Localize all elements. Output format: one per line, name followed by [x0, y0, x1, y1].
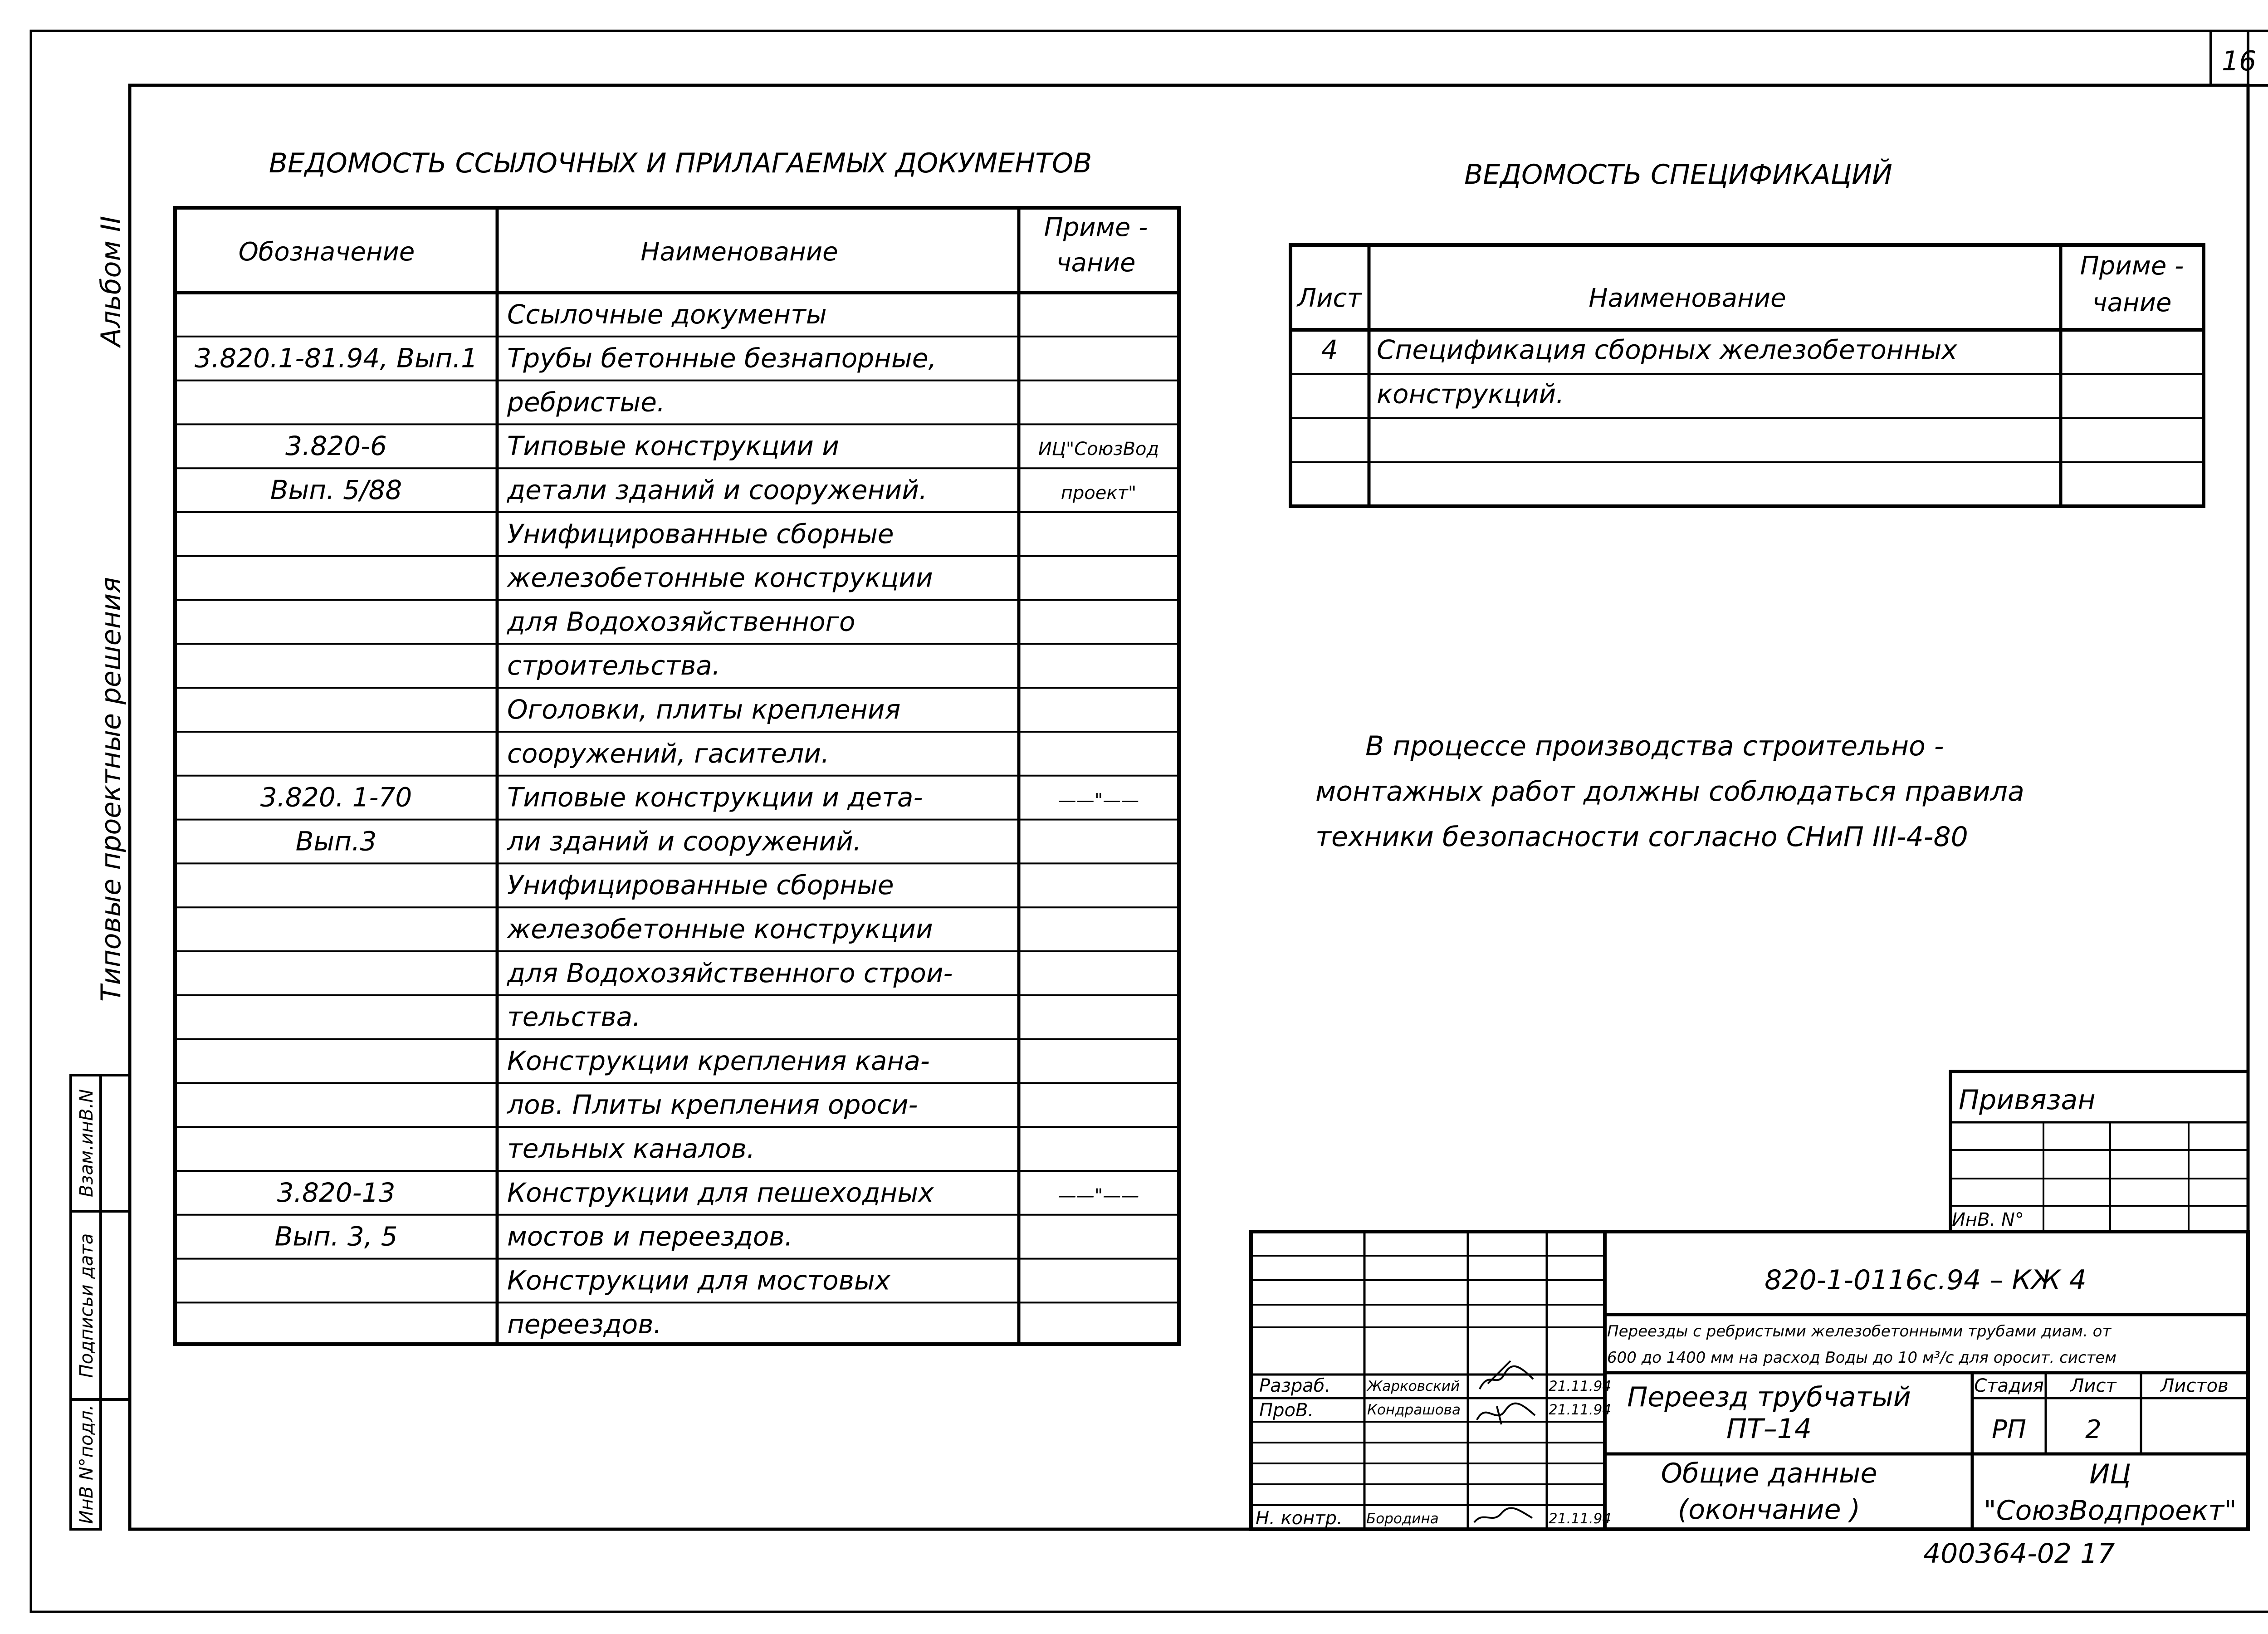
sheets-label: Листов	[2160, 1375, 2229, 1396]
original-inv-label: ИнВ N°подл.	[76, 1404, 97, 1524]
ref-row-name: Конструкции крепления кана-	[507, 1045, 930, 1076]
safety-note-line-2: монтажных работ должны соблюдаться правила	[1315, 776, 2024, 807]
ref-row-name: Оголовки, плиты крепления	[507, 694, 901, 725]
ref-row-name: сооружений, гасители.	[507, 738, 830, 769]
ref-row-name: тельных каналов.	[507, 1133, 755, 1164]
role-developer: Разраб.	[1259, 1375, 1331, 1396]
archive-number: 400364-02 17	[1923, 1538, 2115, 1570]
ref-row-designation: Вып. 5/88	[270, 474, 402, 505]
safety-note-line-3: техники безопасности согласно СНиП III-4-80	[1315, 821, 1968, 853]
ref-row-designation: Вып. 3, 5	[274, 1221, 398, 1252]
ref-row-name: детали зданий и сооружений.	[507, 474, 928, 505]
spec-header-sheet: Лист	[1297, 284, 1362, 313]
referenced-docs-title: ВЕДОМОСТЬ ССЫЛОЧНЫХ И ПРИЛАГАЕМЫХ ДОКУМЕНТОВ	[269, 147, 1092, 179]
name-developer: Жарковский	[1367, 1378, 1460, 1394]
spec-header-note-line2: чание	[2092, 288, 2172, 318]
ref-row-note: ——"——	[1058, 1185, 1139, 1206]
role-norm-control: Н. контр.	[1256, 1508, 1343, 1529]
specifications-title: ВЕДОМОСТЬ СПЕЦИФИКАЦИЙ	[1464, 159, 1892, 191]
ref-row-name: Типовые конструкции и	[507, 431, 839, 462]
ref-row-name: для Водохозяйственного	[507, 606, 855, 637]
spec-row-name: конструкций.	[1377, 378, 1564, 410]
safety-note-line-1: В процессе производства строительно -	[1365, 730, 1944, 762]
album-label: Альбом II	[95, 215, 127, 347]
ref-row-name: железобетонные конструкции	[507, 913, 933, 944]
drawing-title-line2: ПТ–14	[1726, 1413, 1812, 1445]
ref-row-name: строительства.	[507, 650, 721, 681]
spec-row-name: Спецификация сборных железобетонных	[1377, 334, 1957, 366]
ref-row-name: Ссылочные документы	[507, 298, 827, 330]
spec-header-note-line1: Приме -	[2080, 251, 2184, 281]
ref-row-name: Типовые конструкции и дета-	[507, 782, 923, 813]
name-norm-control: Бородина	[1366, 1511, 1439, 1527]
ref-row-name: переездов.	[507, 1309, 662, 1340]
stage-label: Стадия	[1974, 1375, 2044, 1396]
ref-row-designation: Вып.3	[295, 826, 377, 857]
date-developer: 21.11.94	[1549, 1378, 1612, 1394]
header-note-line2: чание	[1056, 248, 1136, 278]
ref-row-name: Конструкции для мостовых	[507, 1265, 890, 1296]
ref-row-note: ——"——	[1058, 790, 1139, 811]
ref-row-designation: 3.820. 1-70	[260, 782, 412, 813]
project-description-line2: 600 до 1400 мм на расход Воды до 10 м³/с для оросит. систем	[1607, 1349, 2116, 1367]
header-name: Наименование	[640, 237, 838, 267]
signature-date-label: Подписьи дата	[76, 1233, 97, 1378]
side-margin	[95, 216, 127, 1002]
organization-line1: ИЦ	[2089, 1458, 2131, 1490]
organization-line2: "СоюзВодпроект"	[1984, 1495, 2237, 1526]
ref-row-note: проект"	[1061, 482, 1137, 504]
ref-row-name: ребристые.	[507, 386, 665, 418]
ref-row-designation: 3.820-13	[277, 1177, 396, 1208]
name-checker: Кондрашова	[1367, 1402, 1461, 1418]
ref-row-name: Унифицированные сборные	[507, 870, 894, 901]
drawing-title-line1: Переезд трубчатый	[1627, 1381, 1911, 1413]
sheet-title-line2: (окончание )	[1677, 1494, 1861, 1526]
header-note-line1: Приме -	[1044, 213, 1148, 242]
spec-row-sheet: 4	[1321, 334, 1338, 366]
sheet-title-line1: Общие данные	[1661, 1458, 1877, 1489]
date-checker: 21.11.94	[1549, 1402, 1612, 1418]
ref-row-name: для Водохозяйственного строи-	[507, 957, 953, 988]
ref-row-name: Конструкции для пешеходных	[507, 1177, 934, 1208]
binding-label: Привязан	[1959, 1084, 2096, 1116]
ref-row-name: Трубы бетонные безнапорные,	[507, 342, 937, 374]
ref-row-designation: 3.820.1-81.94, Вып.1	[194, 342, 478, 374]
ref-row-note: ИЦ"СоюзВод	[1038, 439, 1159, 460]
ref-row-designation: 3.820-6	[285, 431, 387, 462]
document-code: 820-1-0116с.94 – КЖ 4	[1765, 1264, 2087, 1296]
ref-row-name: Унифицированные сборные	[507, 518, 894, 549]
spec-header-name: Наименование	[1589, 284, 1786, 313]
replace-inv-label: Взам.инВ.N	[76, 1089, 97, 1198]
date-norm-control: 21.11.94	[1549, 1511, 1612, 1527]
project-description-line1: Переезды с ребристыми железобетонными трубами диам. от	[1607, 1322, 2112, 1340]
role-checker: ПроВ.	[1259, 1400, 1314, 1421]
sheet-value: 2	[2085, 1415, 2102, 1444]
stage-value: РП	[1992, 1415, 2026, 1444]
sheet-number: 16	[2221, 45, 2257, 77]
header-designation: Обозначение	[238, 237, 415, 267]
ref-row-name: ли зданий и сооружений.	[507, 826, 862, 857]
inv-number-label: ИнВ. N°	[1952, 1209, 2024, 1230]
ref-row-name: лов. Плиты крепления ороси-	[507, 1089, 918, 1120]
ref-row-name: железобетонные конструкции	[507, 562, 933, 593]
ref-row-name: тельства.	[507, 1001, 641, 1032]
sheet-label: Лист	[2070, 1375, 2116, 1396]
series-label: Типовые проектные решения	[95, 577, 127, 1002]
ref-row-name: мостов и переездов.	[507, 1221, 793, 1252]
